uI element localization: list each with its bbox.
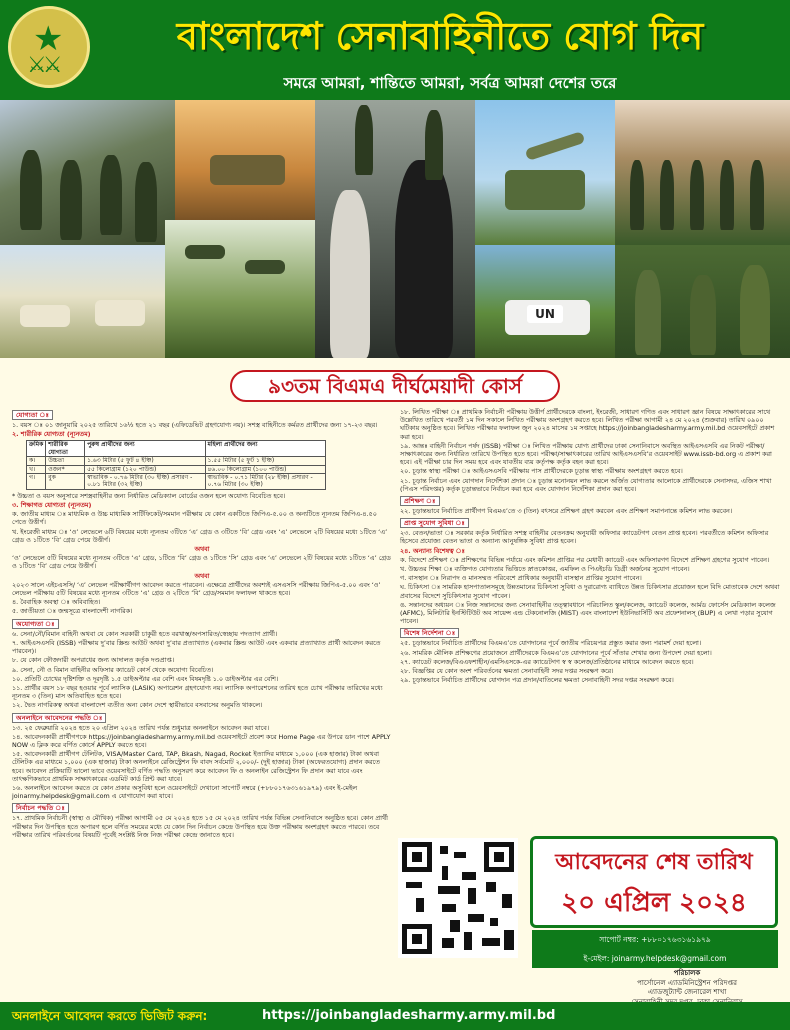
list-item: ৭. আইএসএসবি (ISSB) পরীক্ষায় দু’বার স্ক্রিন্ড আউট অথবা দু’বার প্রত্যাখ্যাত (একবার স্ক্রিন্ড আউট এবং একবার প্রত্যাখ্যাত প্রার্থী আবেদন করতে পারবেন)। [12,638,381,656]
education-english: খ. ইংরেজী মাধ্যম ঃ ‘ও’ লেভেলে ৬টি বিষয়ের মধ্যে ন্যূনতম ৩টিতে ‘এ’ গ্রেড ও ৩টিতে ‘বি’ গ্রেড এবং ‘এ’ লেভেলে ২টি বিষয়ের মধ্যে ১টিতে ‘এ’ গ্রেড ও ১টিতে ‘বি’ গ্রেড পেয়ে উত্তীর্ণ। [12,527,388,544]
table-cell: ৫৫ কিলোগ্রাম (১২০ পাউন্ড) [85,465,205,473]
physical-heading: ২. শারীরিক যোগ্যতা (ন্যূনতম) [12,430,91,439]
course-title: ৯৩তম বিএমএ দীর্ঘমেয়াদী কোর্স [230,370,560,402]
footer-banner [0,1002,790,1030]
signature-title: পরিচালক [673,969,701,977]
list-item: ক. বিদেশে প্রশিক্ষণ ঃ প্রশিক্ষণের বিভিন্ন পর্যায়ে এবং কমিশন প্রাপ্তির পর মেধাবী ক্যাডেট এবং অফিসারগণ বিদেশে প্রশিক্ষণ গ্রহণের সুযোগ পাবেন। [400,555,770,564]
other-features-heading: ২৪. অন্যান্য বিশেষত্ব ঃ [400,546,465,555]
page-subtitle: সমরে আমরা, শান্তিতে আমরা, সর্বত্র আমরা দেশের তরে [283,74,617,92]
list-item: ২৮. বিজ্ঞপ্তির যে কোন অংশ পরিবর্তনের ক্ষমতা সেনাবাহিনী সদর দপ্তর সংরক্ষণ করে। [400,667,614,676]
table-row [27,474,326,490]
list-item: ঘ. চিকিৎসা ঃ সামরিক হাসপাতালসমূহে উন্নতমানের চিকিৎসা সুবিধা ও দুরারোগ্য ব্যাধিতে উন্নত চিকিৎসার প্রয়োজন হলে বিদি মোতাবেক দেশে অথবা প্রবাসের বিদেশে সুচিকিৎসার সুযোগ পাবেন। [400,583,780,600]
education-heading: ৩. শিক্ষাগত যোগ্যতা (ন্যূনতম) [12,501,92,510]
final-selection: ২১. চূড়ান্ত নির্বাচন এবং যোগদান নির্দেশিকা প্রদান ঃ চূড়ান্ত মনোনয়ন লাভ করলে অর্জিত যোগ্যতার আলোকে প্রার্থীদেরকে সেনাসদর, এজিস শাখা (পিএস পরিদপ্তর) কর্তৃক চূড়ান্তভাবে নির্বাচন করা হবে এবং যোগদান নির্দেশিকা প্রদান করা হবে। [400,476,772,493]
contact-box [532,930,778,968]
online-apply-heading: অনলাইনে আবেদনের পদ্ধতি ঃ [12,713,106,723]
table-cell: স্বাভাবিক - ০.৭১ মিটার (২৮ ইঞ্চি) প্রসারণ - ০.৭৬ মিটার (৩০ ইঞ্চি) [205,474,325,490]
education-or: অথবা [194,545,210,554]
army-crest-icon [8,6,90,88]
un-peacekeeping-photo [475,245,615,358]
helicopter-photo [165,220,315,358]
table-cell: ১.৬৩ মিটার (৫ ফুট ৪ ইঞ্চি) [85,457,205,465]
table-cell: ক। [27,457,46,465]
list-item: ৯. সেনা, নৌ ও বিমান বাহিনীর অফিসার ক্যাডেট কোর্স থেকে অযোগ্য বিবেচিত। [12,665,214,674]
right-column [400,408,780,685]
table-header: শারীরিক যোগ্যতা [46,441,85,457]
table-cell: খ। [27,465,46,473]
list-item: ১৫. আবেদনকারী প্রার্থীগণ টেলিটক, VISA/Master Card, TAP, Bkash, Nagad, Rocket ইত্যাদির মাধ্যমে ১,০০০ (এক হাজার) টাকা অথবা টেলিটক এর মাধ্যমে ১,০০০ (এক হাজার) টাকা অনলাইনে রেজিস্ট্রেশন ফি বাবদ সর্বমোট ২,০০০/- (দুই হাজার) টাকা (অফেরতযোগ্য) প্রদান করতে হবে। আবেদন প্রক্রিয়াটি ভালো ভাবে ওয়েবসাইটে বর্ণিত পদ্ধতি অনুসরণ করে আবেদন ফি ও অনলাইন রেজিস্ট্রেশন ফি প্রদান করা যাবে এবং তাৎক্ষণিকভাবে প্রাথমিক সাক্ষাৎকারের এডমিট কার্ড প্রিন্ট করা যাবে। [12,750,380,783]
table-header-row [27,441,326,457]
physical-note: * উচ্চতা ও বয়স অনুসারে সশস্ত্রবাহিনীর জন্য নির্ধারিত মেডিক্যাল বোর্ডের ওজন হলে অযোগ্য বিবেচিত হবে। [12,491,286,500]
missile-launcher-photo [475,100,615,245]
star-icon: ★ [33,19,64,59]
education-alt: ‘ও’ লেভেলে ৫টি বিষয়ের মধ্যে ন্যূনতম ৩টিতে ‘এ’ গ্রেড, ১টিতে ‘বি’ গ্রেড ও ১টিতে ‘সি’ গ্রেড এবং ‘এ’ লেভেলে ২টি বিষয়ের মধ্যে ১টিতে ‘এ’ গ্রেড ও ১টিতে ‘বি’ গ্রেড পেয়ে উত্তীর্ণ। [12,554,391,571]
deadline-label: আবেদনের শেষ তারিখ [555,850,753,875]
education-hsc: ২০২৩ সালে এইচএসসি/ ‘এ’ লেভেল পরীক্ষার্থীগণ আবেদন করতে পারবেন। এক্ষেত্রে প্রার্থীদের অবশ্যই এসএসসি পরীক্ষায় জিপিএ-৫.০০ এবং ‘ও’ লেভেল পরীক্ষায় ৫টি বিষয়ের মধ্যে ন্যূনতম ৩টিতে ‘এ’ গ্রেড ও ২টিতে ‘বি’ গ্রেড/সমমান ফলাফল থাকতে হবে। [12,580,381,598]
table-header: মহিলা প্রার্থীদের জন্য [205,441,325,457]
parade-photo [615,100,790,245]
page-title: বাংলাদেশ সেনাবাহিনীতে যোগ দিন [176,14,704,58]
artillery-firing-photo [0,245,165,358]
deadline-box [530,836,778,928]
table-cell: ১.৫৫ মিটার (৫ ফুট ১ ইঞ্চি) [205,457,325,465]
table-row [27,465,326,473]
eligibility-heading: যোগ্যতা ঃ [12,410,53,420]
photo-collage [0,100,790,358]
list-item: ১৭. প্রাথমিক নির্বাচনী (স্বাস্থ্য ও মৌখিক) পরীক্ষা আগামী ০৫ মে ২০২৪ হতে ১৫ মে ২০২৪ তারিখ পর্যন্ত বিভিন্ন সেনানিবাসে অনুষ্ঠিত হবে। কোন প্রার্থী পরীক্ষার দিন উপস্থিত হতে অপারগ হলে বর্ণিত সময়ের মধ্যে যে কোন দিন নির্বাচন কেন্দ্রে উপস্থিত হয়ে উক্ত পরীক্ষায় অংশগ্রহণ করতে পারবে। তবে পরীক্ষার তারিখ পরিবর্তনের বিষয়টি পূর্বেই সংশ্লিষ্ট নিজ নিজ পরীক্ষা কেন্দ্রে জানাতে হবে। [12,814,388,839]
table-cell: গ। [27,474,46,490]
nationality: ৫. জাতীয়তা ঃ জন্মসূত্রে বাংলাদেশী নাগরিক। [12,607,133,616]
salary-text: ২৩. বেতন/ভাতা ঃ সরকার কর্তৃক নির্ধারিত সশস্ত্র বাহিনীর বেতনক্রম অনুযায়ী অফিসার ক্যাডেটগণ বেতন প্রাপ্ত হবেন। পরবর্তীতে কমিশন অফিসার হিসেবে প্রযোজ্য বেতন ভাতা ও অন্যান্য আনুষঙ্গিক সুবিধা প্রাপ্ত হবেন। [400,529,769,546]
soldiers-training-photo [0,100,175,245]
list-item: ১০. প্রতিটি চোখের দৃষ্টিশক্তি ও দূরদৃষ্টি ১.৫ ডাইঅপ্টার এর বেশি এবং বিষমদৃষ্টি ১.০ ডাইঅপ্টার এর বেশি। [12,674,279,683]
table-cell: বুক [46,474,85,490]
list-item: ঙ. সন্তানদের অধ্যয়ন ঃ নিজ সন্তানদের জন্য সেনাবাহিনীর তত্ত্বাবধানে পরিচালিত স্কুল/কলেজ, ক্যাডেট কলেজ, আর্মড ফোর্সেস মেডিক্যাল কলেজ (AFMC), মিলিটারি ইনস্টিটিউট অব সায়েন্স এন্ড টেকনোলজি (MIST) এবং বাংলাদেশ ইউনিভার্সিটি অব প্রফেশনালস্ (BUP) এ লেখা পড়ার সুযোগ পাবেন। [400,600,776,626]
issb-exam: ১৯. আন্তঃ বাহিনী নির্বাচন পর্ষদ (ISSB) পরীক্ষা ঃ লিখিত পরীক্ষায় যোগ্য প্রার্থীদের ঢাকা সেনানিবাসে অবস্থিত আইএসএসবি এর নিকট পরীক্ষা/সাক্ষাৎকারের জন্য নির্ধারিত তারিখে উপস্থিত হতে হবে। পরীক্ষা/সাক্ষাৎকারের তারিখ আইএসএসবি’র ওয়েবসাইট www.issb-bd.org এ প্রকাশ করা হবে। এই পরীক্ষা চার দিন সময় হবে এবং যাবতীয় ব্যয় কর্তৃপক্ষ কর্তৃক বহন করা হবে। [400,441,772,467]
signature-line: পার্সোনেল এ্যাডমিনিস্ট্রেশন পরিদপ্তর [637,978,737,987]
deadline-date: ২০ এপ্রিল ২০২৪ [561,888,747,918]
jungle-soldiers-photo [615,245,790,358]
un-badge: UN [527,305,563,323]
list-item: গ. বাসস্থান ঃ নিরাপদ ও মানসম্মত পরিবেশে প্রাধিকার অনুযায়ী বাসস্থান প্রাপ্তির সুযোগ পাবেন। [400,574,642,583]
support-phone[interactable]: সাপোর্ট নম্বর: +৮৮০১৭৬৩১৬১৯৭৯ [599,935,711,944]
list-item: খ. উচ্চতর শিক্ষা ঃ ব্যক্তিগত যোগ্যতার ভিত্তিতে স্নাতকোত্তর, এমফিল ও পিএইচডি ডিগ্রী অর্জনের সুযোগ পাবেন। [400,565,690,574]
list-item: ২৬. সামরিক মৌলিক প্রশিক্ষণের প্রয়োজনে প্রার্থীদেরকে বিএমএ’তে যোগদানের পূর্বে সাঁতার শেখার জন্য উপদেশ দেয়া হলো। [400,648,712,657]
list-item: ২৫. চূড়ান্তভাবে নির্বাচিত প্রার্থীদের বিএমএ’তে যোগদানের পূর্বে জাতীয় পরিচয়পত্র প্রস্তুত করার জন্য পরামর্শ দেয়া হলো। [400,639,702,648]
list-item: ৬. সেনা/নৌ/বিমান বাহিনী অথবা যে কোন সরকারী চাকুরী হতে বরখাস্ত/অপসারিত/স্বেচ্ছায় পদত্যাগ প্রার্থী। [12,629,278,638]
training-text: ২২. চূড়ান্তভাবে নির্বাচিত প্রার্থীগণ বিএমএ’তে ৩ (তিন) বৎসরে প্রশিক্ষণ গ্রহণ করবেন এবং প্রশিক্ষণ সমাপনান্তে কমিশন লাভ করবেন। [400,507,733,516]
list-item: ১৩. ২৫ ফেব্রুয়ারি ২০২৪ হতে ২০ এপ্রিল ২০২৪ তারিখ পর্যন্ত শুধুমাত্র অনলাইনে আবেদন করা যাবে। [12,723,270,732]
header-banner [0,0,790,100]
benefits-heading: প্রাপ্ত সুযোগ সুবিধা ঃ [400,518,469,528]
disqualification-heading: অযোগ্যতা ঃ [12,619,59,629]
crossed-swords-icon: ⚔⚔ [27,53,59,78]
support-email[interactable]: ই-মেইল: joinarmy.helpdesk@gmail.com [583,954,727,963]
list-item: ১৬. অনলাইনে আবেদন করতে যে কোন প্রকার অসুবিধা হলে ওয়েবসাইটে দেখানো সাপোর্ট নম্বরে (+৮৮০১৭৬৩১৬১৯৭৯) এবং ই-মেইল joinarmy.helpdesk@gmail.com এ যোগাযোগ করা যাবে। [12,783,358,801]
education-national: ক. জাতীয় মাধ্যম ঃ মাধ্যমিক ও উচ্চ মাধ্যমিক সার্টিফিকেট/সমমান পরীক্ষায় যে কোন একটিতে জিপিএ-৫.০০ ও অন্যটিতে ন্যূনতম জিপিএ-৪.৫০ পেতে উত্তীর্ণ। [12,510,377,527]
list-item: ২৭. ক্যাডেট কলেজ/বিএএফশাহীন/এমসিএসকে-এর ক্যাডেটগণ স্ব স্ব কলেজ/প্রতিষ্ঠানের মাধ্যমে আবেদন করতে হবে। [400,657,694,666]
list-item: ২৯. চূড়ান্তভাবে নির্বাচিত প্রার্থীদের যোগদান পত্র প্রদান/বাতিলের ক্ষমতা সেনাবাহিনী সদর দপ্তর সংরক্ষণ করে। [400,676,674,685]
table-header: ক্রমিক [27,441,46,457]
education-or-2: অথবা [194,571,210,580]
qr-code-icon[interactable] [398,838,518,958]
list-item: ৮. যে কোন ফৌজদারী অপরাধের জন্য আদালত কর্তৃক দণ্ডপ্রাপ্ত। [12,656,174,665]
table-cell: উচ্চতা [46,457,85,465]
list-item: ১১. প্রার্থীর বয়স ১৮ বছর হওয়ার পূর্বে ল্যাসিক (LASIK) অপারেশন গ্রহণযোগ্য নয়। ল্যাসিক অপারেশনের তারিখ হতে চোখ পরীক্ষার তারিখের মধ্যে ন্যূনতম ৩ (তিন) মাস অতিবাহিত হতে হবে। [12,683,383,701]
table-cell: স্বাভাবিক - ০.৭৬ মিটার (৩০ ইঞ্চি) প্রসারণ - ০.৮১ মিটার (৩২ ইঞ্চি) [85,474,205,490]
training-heading: প্রশিক্ষণ ঃ [400,496,440,506]
table-header: পুরুষ প্রার্থীদের জন্য [85,441,205,457]
table-cell: ৪৬.০০ কিলোগ্রাম (১০০ পাউন্ড) [205,465,325,473]
table-cell: ওজন* [46,465,85,473]
tank-desert-photo [175,100,315,220]
special-instructions-heading: বিশেষ নির্দেশনা ঃ [400,628,459,638]
final-medical: ২০. চূড়ান্ত স্বাস্থ্য পরীক্ষা ঃ আইএসএসবি পরীক্ষায় পাস প্রার্থীদেরকে চূড়ান্ত স্বাস্থ্য পরীক্ষায় অংশগ্রহণ করতে হবে। [400,467,683,476]
age-requirement: ১. বয়স ঃ ০১ জানুয়ারি ২০২৫ তারিখে ১৬½ হতে ২১ বছর (এফিডেভিট গ্রহণযোগ্য নয়)। সশস্ত্র বাহিনীতে কর্মরত প্রার্থীদের জন্য ১৭-২৩ বছর। [12,421,378,429]
signature-line: এ্যাডজুট্যান্ট জেনারেল শাখা [647,988,727,996]
left-column [12,408,392,840]
list-item: ১৪. আবেদনকারী প্রার্থীগণকে https://joinbangladesharmy.army.mil.bd ওয়েবসাইটে প্রবেশ করে Home Page এর উপরে ডান পাশে APPLY NOW এ ক্লিক করে বর্ণিত কোর্সে APPLY করতে হবে। [12,732,391,749]
historic-leader-photo [315,100,475,358]
website-link[interactable]: https://joinbangladesharmy.army.mil.bd [262,1008,556,1023]
physical-requirements-table [26,440,326,489]
marital-status: ৪. বৈবাহিক অবস্থা ঃ অবিবাহিত। [12,598,101,607]
table-row [27,457,326,465]
selection-heading: নির্বাচন পদ্ধতি ঃ [12,803,69,813]
footer-label: অনলাইনে আবেদন করতে ভিজিট করুন: [12,1009,208,1023]
written-exam: ১৮. লিখিত পরীক্ষা ঃ প্রাথমিক নির্বাচনী পরীক্ষায় উত্তীর্ণ প্রার্থীদেরকে বাংলা, ইংরেজী, সাধারণ গণিত এবং সাধারণ জ্ঞান বিষয়ে সাক্ষাৎকারের সাথে উল্লেখিত তারিখে পরবর্তী ১ম দিন সকালে লিখিত পরীক্ষায় অংশগ্রহণ করতে হবে। লিখিত পরীক্ষা আগামী ২৪ মে ২০২৪ (শুক্রবার) তারিখ ০৯০০ ঘটিকায় অনুষ্ঠিত হবে। লিখিত পরীক্ষার ফলাফল জুন ২০২৪ মাসের ১ম সপ্তাহে https://joinbangladesharmy.army.mil.bd ওয়েবসাইটে প্রকাশ করা হবে। [400,408,775,441]
list-item: ১২. দ্বৈত নাগরিকত্ব অথবা বাংলাদেশ ব্যতীত অন্য কোন দেশে স্থায়ীভাবে বসবাসের অনুমতি থাকলে। [12,701,263,710]
